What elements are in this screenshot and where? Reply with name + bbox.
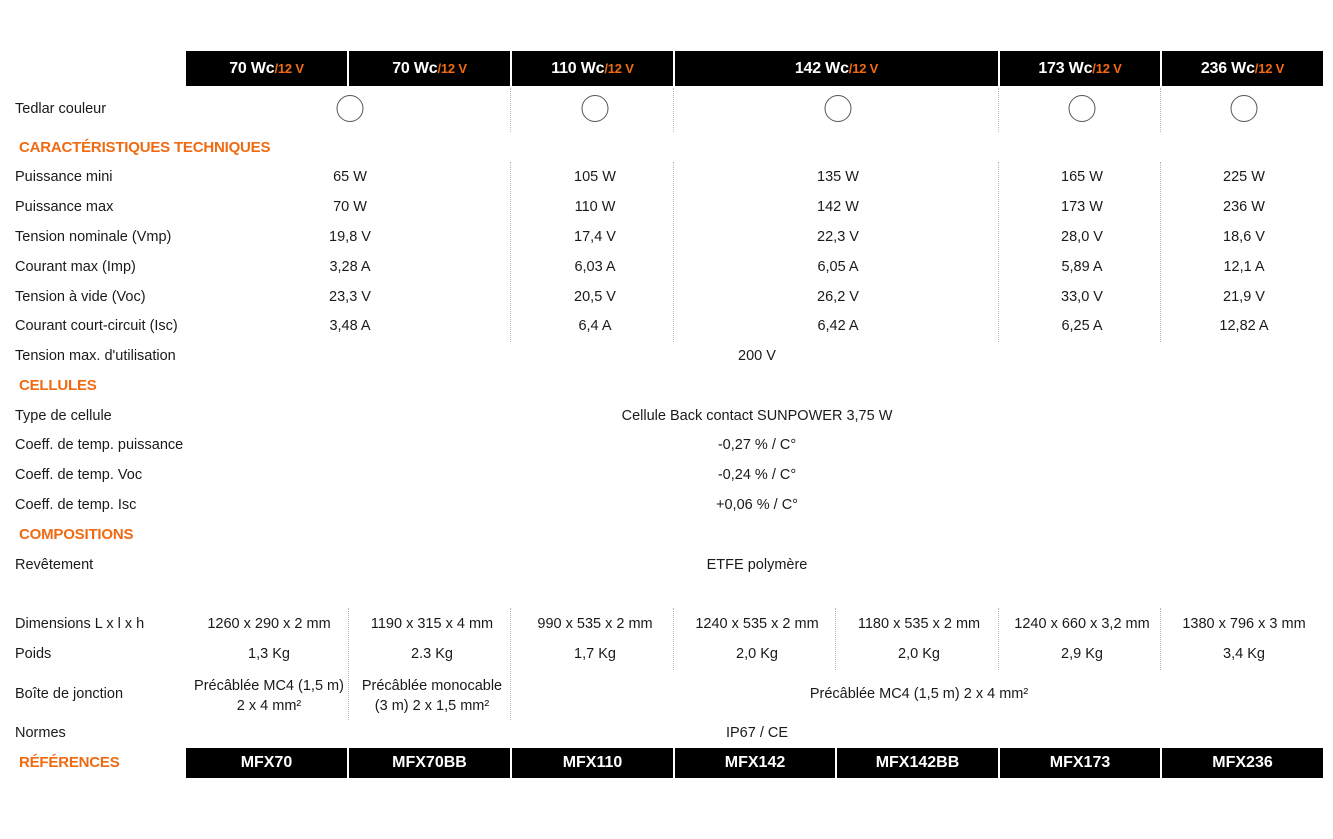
row-label: Poids <box>15 646 52 662</box>
column-divider <box>998 608 999 670</box>
cell: 3,48 A <box>329 318 371 334</box>
section-references-title: RÉFÉRENCES <box>19 754 120 771</box>
cell-line: Précâblée MC4 (1,5 m) <box>194 678 344 694</box>
column-divider <box>1160 88 1161 132</box>
header-power: 173 Wc <box>1038 59 1093 77</box>
row-label: Dimensions L x l x h <box>15 616 145 632</box>
cell: 6,4 A <box>578 318 612 334</box>
column-divider <box>998 162 999 342</box>
column-divider <box>1160 608 1161 670</box>
cell: 6,25 A <box>1061 318 1103 334</box>
row-label: Puissance max <box>15 199 114 215</box>
reference-cell: MFX142BB <box>837 748 998 778</box>
header-power: 70 Wc <box>229 59 275 77</box>
column-divider <box>1160 162 1161 342</box>
header-col-4 <box>675 51 998 86</box>
row-label: Tension à vide (Voc) <box>15 289 146 305</box>
color-swatch <box>337 95 364 122</box>
cell: 1,7 Kg <box>574 646 616 662</box>
cell: 3,28 A <box>329 259 371 275</box>
cell: +0,06 % / C° <box>716 497 798 513</box>
header-power: 236 Wc <box>1200 59 1255 77</box>
reference-cell: MFX142 <box>675 748 835 778</box>
cell: 5,89 A <box>1061 259 1103 275</box>
header-col-6 <box>1162 51 1323 86</box>
cell: -0,27 % / C° <box>717 437 797 453</box>
cell: 1380 x 796 x 3 mm <box>1182 616 1306 632</box>
column-divider <box>673 608 674 670</box>
cell: 2,0 Kg <box>898 646 940 662</box>
header-unit: /12 V <box>604 61 634 76</box>
cell: 26,2 V <box>817 289 859 305</box>
cell: 65 W <box>333 169 367 185</box>
cell-line: (3 m) 2 x 1,5 mm² <box>374 698 490 714</box>
cell: 2.3 Kg <box>411 646 453 662</box>
cell: 23,3 V <box>329 289 371 305</box>
cell: 33,0 V <box>1061 289 1103 305</box>
header-col-5 <box>1000 51 1160 86</box>
cell: 173 W <box>1061 199 1103 215</box>
cell: 17,4 V <box>574 229 616 245</box>
cell: IP67 / CE <box>725 725 789 741</box>
cell: 12,1 A <box>1223 259 1265 275</box>
row-label: Coeff. de temp. puissance <box>15 437 184 453</box>
cell: 28,0 V <box>1061 229 1103 245</box>
header-power: 70 Wc <box>392 59 438 77</box>
cell: 105 W <box>574 169 616 185</box>
cell: 225 W <box>1223 169 1265 185</box>
row-label: Courant court-circuit (Isc) <box>15 318 178 334</box>
column-divider <box>510 608 511 720</box>
cell: 20,5 V <box>574 289 616 305</box>
row-label: Tension max. d'utilisation <box>15 348 176 364</box>
cell: 21,9 V <box>1223 289 1265 305</box>
column-divider <box>510 162 511 342</box>
column-divider <box>998 88 999 132</box>
cell: 1240 x 535 x 2 mm <box>695 616 819 632</box>
header-unit: /12 V <box>437 61 467 76</box>
section-compositions-title: COMPOSITIONS <box>19 526 134 543</box>
cell-line: Précâblée monocable <box>361 678 503 694</box>
reference-cell: MFX110 <box>512 748 673 778</box>
reference-cell: MFX173 <box>1000 748 1160 778</box>
row-label: Normes <box>15 725 66 741</box>
header-unit: /12 V <box>1254 61 1285 76</box>
column-divider <box>673 162 674 342</box>
cell: 3,4 Kg <box>1223 646 1265 662</box>
cell: 1180 x 535 x 2 mm <box>857 616 981 632</box>
cell: 990 x 535 x 2 mm <box>537 616 653 632</box>
cell <box>194 676 344 716</box>
cell: 2,9 Kg <box>1061 646 1103 662</box>
cell <box>362 676 502 716</box>
header-col-2 <box>349 51 510 86</box>
cell: 6,05 A <box>817 259 859 275</box>
header-col-1 <box>186 51 347 86</box>
cell: 110 W <box>574 199 616 215</box>
header-power: 110 Wc <box>551 59 605 77</box>
reference-cell: MFX70BB <box>349 748 510 778</box>
reference-cell: MFX236 <box>1162 748 1323 778</box>
cell: 142 W <box>817 199 859 215</box>
cell: -0,24 % / C° <box>717 467 797 483</box>
cell: 1,3 Kg <box>248 646 290 662</box>
cell-line: 2 x 4 mm² <box>236 698 302 714</box>
section-cells-title: CELLULES <box>19 377 97 394</box>
cell: 2,0 Kg <box>736 646 778 662</box>
column-divider <box>510 88 511 132</box>
cell: 1240 x 660 x 3,2 mm <box>1014 616 1150 632</box>
color-swatch <box>825 95 852 122</box>
row-label: Tension nominale (Vmp) <box>15 229 172 245</box>
header-unit: /12 V <box>848 61 879 76</box>
cell: 200 V <box>738 348 776 364</box>
row-label: Type de cellule <box>15 408 112 424</box>
cell: 165 W <box>1061 169 1103 185</box>
color-swatch <box>1231 95 1258 122</box>
cell: 70 W <box>333 199 367 215</box>
color-swatch <box>1069 95 1096 122</box>
row-label: Coeff. de temp. Isc <box>15 497 137 513</box>
cell: ETFE polymère <box>706 557 808 573</box>
header-power: 142 Wc <box>794 59 849 77</box>
header-unit: /12 V <box>274 61 304 76</box>
cell: 6,42 A <box>817 318 859 334</box>
row-label: Puissance mini <box>15 169 113 185</box>
cell: 12,82 A <box>1219 318 1269 334</box>
row-label: Revêtement <box>15 557 94 573</box>
cell: Cellule Back contact SUNPOWER 3,75 W <box>621 408 893 424</box>
cell: 1260 x 290 x 2 mm <box>207 616 331 632</box>
column-divider <box>348 608 349 720</box>
row-label: Courant max (Imp) <box>15 259 136 275</box>
column-divider <box>835 608 836 670</box>
cell: 22,3 V <box>817 229 859 245</box>
cell: Précâblée MC4 (1,5 m) 2 x 4 mm² <box>809 686 1029 702</box>
cell: 6,03 A <box>574 259 616 275</box>
header-unit: /12 V <box>1092 61 1122 76</box>
cell: 236 W <box>1223 199 1265 215</box>
color-swatch <box>582 95 609 122</box>
cell: 18,6 V <box>1223 229 1265 245</box>
cell: 135 W <box>817 169 859 185</box>
reference-cell: MFX70 <box>186 748 347 778</box>
tedlar-label: Tedlar couleur <box>15 101 107 117</box>
cell: 1190 x 315 x 4 mm <box>370 616 494 632</box>
column-divider <box>673 88 674 132</box>
row-label: Boîte de jonction <box>15 686 124 702</box>
cell: 19,8 V <box>329 229 371 245</box>
header-col-3 <box>512 51 673 86</box>
row-label: Coeff. de temp. Voc <box>15 467 143 483</box>
section-tech-title: CARACTÉRISTIQUES TECHNIQUES <box>19 139 271 156</box>
